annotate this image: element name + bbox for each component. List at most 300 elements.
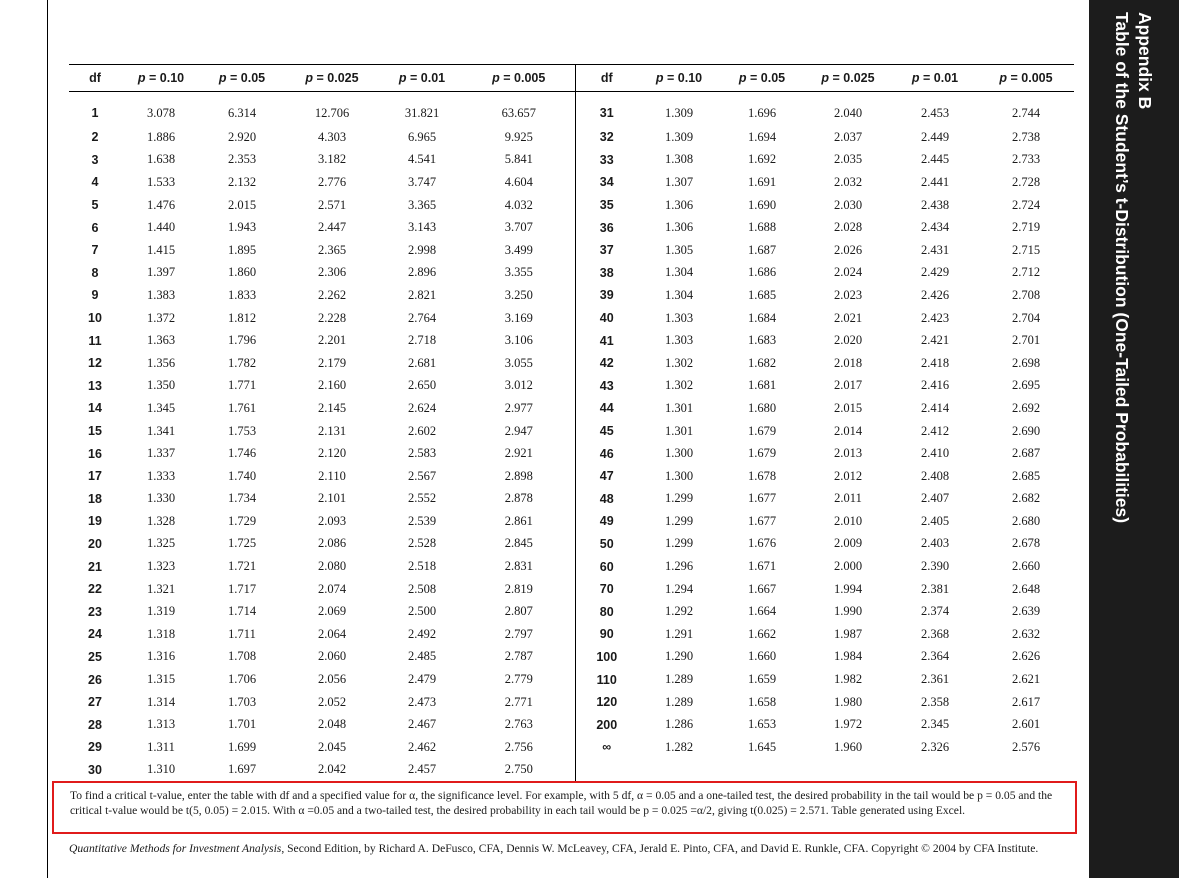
critical-value-cell: 4.604 [504,174,533,189]
critical-value-cell: 1.686 [747,265,777,280]
critical-value-cell: 2.056 [317,672,347,687]
critical-value-cell: 1.323 [146,559,176,574]
critical-value-cell: 2.479 [407,672,437,687]
critical-value-cell [638,759,720,782]
df-cell: 48 [575,488,638,511]
critical-value-cell: 2.485 [407,649,437,664]
critical-value-cell: 1.690 [747,197,777,212]
critical-value-cell: 1.304 [664,265,694,280]
critical-value-cell: 2.771 [504,694,533,709]
critical-value-cell: 2.407 [920,491,950,506]
critical-value-cell: 1.982 [833,672,863,687]
df-cell: 90 [575,623,638,646]
critical-value-cell: 2.626 [1011,649,1041,664]
critical-value-cell: 2.030 [833,197,863,212]
critical-value-cell: 2.045 [317,739,347,754]
left-margin-rule [47,0,48,878]
critical-value-cell: 1.703 [227,694,257,709]
critical-value-cell: 2.632 [1011,626,1041,641]
table-row [69,375,1074,398]
critical-value-cell: 1.658 [747,694,777,709]
df-cell: 11 [88,333,102,348]
df-cell: 18 [88,491,102,506]
critical-value-cell: 1.987 [833,626,863,641]
critical-value-cell: 2.567 [407,468,437,483]
critical-value-cell: 1.761 [227,400,257,415]
critical-value-cell: 2.681 [407,355,437,370]
critical-value-cell: 1.309 [664,105,694,120]
critical-value-cell: 1.708 [227,649,257,664]
critical-value-cell: 2.064 [317,626,347,641]
critical-value-cell: 1.721 [227,559,257,574]
header-df: df [69,65,121,92]
critical-value-cell: 9.925 [504,129,533,144]
df-cell: 5 [91,198,99,213]
df-cell: 41 [575,329,638,352]
critical-value-cell: 2.453 [920,105,950,120]
header-p-value: p = 0.05 [720,65,804,92]
critical-value-cell: 4.303 [317,129,347,144]
critical-value-cell: 2.403 [920,536,950,551]
critical-value-cell: 3.355 [504,265,533,280]
critical-value-cell: 3.182 [317,152,347,167]
df-cell: 50 [575,533,638,556]
critical-value-cell: 2.701 [1011,333,1041,348]
critical-value-cell: 1.325 [146,536,176,551]
critical-value-cell: 1.311 [147,739,175,754]
critical-value-cell: 2.750 [463,759,575,782]
critical-value-cell: 1.307 [664,174,694,189]
critical-value-cell: 1.301 [664,400,694,415]
df-cell: 29 [88,740,102,755]
critical-value-cell: 31.821 [404,105,440,120]
critical-value-cell: 2.074 [317,581,347,596]
critical-value-cell: 2.021 [833,310,863,325]
table-row [69,600,1074,623]
header-p-value: p = 0.005 [463,65,575,92]
critical-value-cell: 1.303 [664,333,694,348]
df-cell: 70 [575,578,638,601]
critical-value-cell: 2.048 [317,717,347,732]
critical-value-cell: 1.289 [664,672,694,687]
critical-value-cell: 2.431 [920,242,950,257]
critical-value-cell: 3.707 [504,220,533,235]
critical-value-cell: 2.093 [317,513,347,528]
critical-value-cell: 2.744 [1011,105,1041,120]
critical-value-cell: 1.309 [664,129,694,144]
df-cell: 16 [88,446,102,461]
critical-value-cell: 2.712 [1011,265,1041,280]
critical-value-cell: 1.753 [227,423,257,438]
df-cell: 39 [575,284,638,307]
critical-value-cell: 2.500 [407,604,437,619]
critical-value-cell: 2.040 [833,105,863,120]
critical-value-cell: 1.833 [227,287,257,302]
critical-value-cell: 1.694 [747,129,777,144]
critical-value-cell: 1.300 [664,446,694,461]
header-p-value: p = 0.005 [978,65,1074,92]
table-row [69,216,1074,239]
critical-value-cell: 2.878 [504,491,533,506]
table-row [69,92,1074,127]
critical-value-cell: 1.653 [747,717,777,732]
critical-value-cell: 2.201 [317,333,347,348]
critical-value-cell: 1.356 [146,355,176,370]
critical-value-cell: 4.541 [407,152,437,167]
table-row [69,691,1074,714]
critical-value-cell: 1.659 [747,672,777,687]
critical-value-cell: 2.060 [317,649,347,664]
critical-value-cell: 2.032 [833,174,863,189]
critical-value-cell: 2.262 [317,287,347,302]
critical-value-cell: 1.363 [146,333,176,348]
critical-value-cell: 1.345 [146,400,176,415]
df-cell: 3 [91,152,99,167]
critical-value-cell: 2.724 [1011,197,1041,212]
critical-value-cell: 3.365 [407,197,437,212]
critical-value-cell: 2.787 [504,649,533,664]
df-cell: 17 [88,469,102,484]
critical-value-cell: 2.695 [1011,378,1041,393]
critical-value-cell: 2.715 [1011,242,1041,257]
critical-value-cell: 2.080 [317,559,347,574]
critical-value-cell: 1.680 [747,400,777,415]
critical-value-cell: 1.440 [146,220,176,235]
critical-value-cell: 2.467 [407,717,437,732]
critical-value-cell: 1.397 [146,265,176,280]
critical-value-cell: 1.679 [747,446,777,461]
critical-value-cell: 2.374 [920,604,950,619]
critical-value-cell: 2.426 [920,287,950,302]
critical-value-cell: 2.018 [833,355,863,370]
critical-value-cell: 1.296 [664,559,694,574]
table-row [69,420,1074,443]
df-cell: 33 [575,149,638,172]
critical-value-cell: 1.660 [747,649,777,664]
critical-value-cell: 3.106 [504,333,533,348]
header-p-value: p = 0.05 [201,65,283,92]
critical-value-cell: 1.299 [664,536,694,551]
critical-value-cell: 2.602 [407,423,437,438]
critical-value-cell: 2.368 [920,626,950,641]
critical-value-cell: 2.896 [407,265,437,280]
df-cell: 31 [575,92,638,127]
critical-value-cell: 1.725 [227,536,257,551]
table-row [69,262,1074,285]
critical-value-cell: 6.314 [227,105,257,120]
critical-value-cell: 5.841 [504,152,533,167]
table-row [69,171,1074,194]
df-cell: 40 [575,307,638,330]
critical-value-cell: 1.782 [227,355,257,370]
critical-value-cell: 1.303 [664,310,694,325]
critical-value-cell: 1.972 [833,717,863,732]
citation-book-title: Quantitative Methods for Investment Analysis [69,842,282,855]
critical-value-cell: 1.286 [664,717,694,732]
critical-value-cell: 1.994 [833,581,863,596]
critical-value-cell: 2.539 [407,513,437,528]
critical-value-cell: 2.020 [833,333,863,348]
table-row [69,623,1074,646]
critical-value-cell: 2.306 [317,265,347,280]
critical-value-cell: 1.796 [227,333,257,348]
df-cell: 26 [88,672,102,687]
critical-value-cell: 2.069 [317,604,347,619]
critical-value-cell: 2.423 [920,310,950,325]
critical-value-cell: 2.821 [407,287,437,302]
critical-value-cell: 1.691 [747,174,777,189]
df-cell: 8 [91,265,99,280]
df-cell: 22 [88,582,102,597]
critical-value-cell: 2.920 [227,129,257,144]
citation-details: , Second Edition, by Richard A. DeFusco, CFA, Dennis W. McLeavey, CFA, Jerald E. Pinto, CFA, and David E. Runkle, CFA. Copyright © 2004 by CFA Institute. [281,842,1039,855]
critical-value-cell: 6.965 [407,129,437,144]
critical-value-cell: 3.747 [407,174,437,189]
critical-value-cell: 2.776 [317,174,347,189]
df-cell: 13 [88,378,102,393]
critical-value-cell: 2.508 [407,581,437,596]
df-cell: 44 [575,397,638,420]
critical-value-cell: 2.898 [504,468,533,483]
df-cell: 30 [69,759,121,782]
critical-value-cell: 1.301 [664,423,694,438]
critical-value-cell: 1.302 [664,378,694,393]
df-cell: 9 [91,288,99,303]
critical-value-cell: 2.101 [317,491,347,506]
df-cell: 43 [575,375,638,398]
critical-value-cell: 2.621 [1011,672,1041,687]
critical-value-cell: 1.717 [227,581,257,596]
df-cell: 60 [575,555,638,578]
header-p-value: p = 0.10 [121,65,201,92]
table-note-box [52,781,1077,834]
critical-value-cell: 2.449 [920,129,950,144]
critical-value-cell: 2.416 [920,378,950,393]
critical-value-cell: 2.381 [920,581,950,596]
critical-value-cell: 1.771 [227,378,257,393]
df-cell: 23 [88,604,102,619]
critical-value-cell: 2.421 [920,333,950,348]
header-df: df [575,65,638,92]
df-cell: 24 [88,627,102,642]
critical-value-cell: 2.028 [833,220,863,235]
critical-value-cell: 2.690 [1011,423,1041,438]
critical-value-cell: 2.429 [920,265,950,280]
critical-value-cell: 1.299 [664,513,694,528]
critical-value-cell: 2.698 [1011,355,1041,370]
critical-value-cell: 1.687 [747,242,777,257]
critical-value-cell: 1.316 [146,649,176,664]
critical-value-cell: 1.310 [121,759,201,782]
critical-value-cell: 2.365 [317,242,347,257]
table-row [69,239,1074,262]
critical-value-cell: 2.583 [407,446,437,461]
critical-value-cell: 2.014 [833,423,863,438]
critical-value-cell: 1.701 [227,717,257,732]
df-cell [575,759,638,782]
df-cell: 110 [575,668,638,691]
critical-value-cell: 2.010 [833,513,863,528]
critical-value-cell: 2.015 [833,400,863,415]
table-row [69,397,1074,420]
table-row [69,555,1074,578]
critical-value-cell: 2.601 [1011,717,1041,732]
critical-value-cell: 1.679 [747,423,777,438]
df-cell: 6 [91,220,99,235]
critical-value-cell: 2.719 [1011,220,1041,235]
critical-value-cell: 2.353 [227,152,257,167]
critical-value-cell: 1.290 [664,649,694,664]
critical-value-cell: 3.499 [504,242,533,257]
critical-value-cell: 1.895 [227,242,257,257]
critical-value-cell: 2.518 [407,559,437,574]
critical-value-cell: 1.682 [747,355,777,370]
critical-value-cell: 1.645 [747,739,777,754]
df-cell: 10 [88,311,102,326]
df-cell: 21 [88,559,102,574]
critical-value-cell: 2.445 [920,152,950,167]
critical-value-cell [892,759,978,782]
critical-value-cell: 2.110 [318,468,346,483]
df-cell: 80 [575,600,638,623]
critical-value-cell: 12.706 [314,105,350,120]
critical-value-cell: 2.704 [1011,310,1041,325]
critical-value-cell: 2.026 [833,242,863,257]
critical-value-cell: 2.728 [1011,174,1041,189]
critical-value-cell: 2.145 [317,400,347,415]
critical-value-cell: 3.143 [407,220,437,235]
critical-value-cell: 2.000 [833,559,863,574]
df-cell: 38 [575,262,638,285]
df-cell: 1 [91,106,99,120]
critical-value-cell: 2.447 [317,220,347,235]
critical-value-cell [978,759,1074,782]
critical-value-cell: 1.960 [833,739,863,754]
critical-value-cell: 2.692 [1011,400,1041,415]
critical-value-cell: 1.664 [747,604,777,619]
critical-value-cell: 1.734 [227,491,257,506]
critical-value-cell: 1.696 [747,105,777,120]
critical-value-cell: 2.015 [227,197,257,212]
critical-value-cell: 1.306 [664,220,694,235]
critical-value-cell: 2.797 [504,626,533,641]
critical-value-cell: 1.706 [227,672,257,687]
critical-value-cell: 2.921 [504,446,533,461]
critical-value-cell: 2.414 [920,400,950,415]
critical-value-cell: 2.473 [407,694,437,709]
critical-value-cell: 1.291 [664,626,694,641]
critical-value-cell: 2.779 [504,672,533,687]
table-row [69,126,1074,149]
critical-value-cell: 1.304 [664,287,694,302]
table-row [69,736,1074,759]
df-cell: 2 [91,130,99,145]
critical-value-cell: 1.308 [664,152,694,167]
df-cell: 37 [575,239,638,262]
table-row [69,533,1074,556]
table-note-text: To find a critical t-value, enter the table with df and a specified value for α, the significance level. For example, with 5 df, α = 0.05 and a one-tailed test, the desired probability in the tail would be p = 0.05 and the critical t-value would be t(5, 0.05) = 2.015. With α =0.05 and a two-tailed test, the desired probability in each tail would be p = 0.025 =α/2, giving t(0.025) = 2.571. Table generated using Excel. [70,789,1053,818]
header-p-value: p = 0.025 [283,65,381,92]
critical-value-cell: 2.410 [920,446,950,461]
critical-value-cell: 2.650 [407,378,437,393]
critical-value-cell: 3.169 [504,310,533,325]
critical-value-cell: 2.682 [1011,491,1041,506]
critical-value-cell: 1.415 [146,242,176,257]
critical-value-cell: 2.228 [317,310,347,325]
table-row [69,307,1074,330]
df-cell: 47 [575,465,638,488]
critical-value-cell: 3.012 [504,378,533,393]
critical-value-cell: 2.845 [504,536,533,551]
critical-value-cell: 1.688 [747,220,777,235]
critical-value-cell: 2.764 [407,310,437,325]
df-cell: 100 [575,646,638,669]
critical-value-cell: 2.131 [317,423,347,438]
critical-value-cell: 2.462 [407,739,437,754]
critical-value-cell: 2.738 [1011,129,1041,144]
df-cell: 36 [575,216,638,239]
critical-value-cell: 2.086 [317,536,347,551]
critical-value-cell: 3.250 [504,287,533,302]
critical-value-cell: 2.678 [1011,536,1041,551]
critical-value-cell: 1.341 [146,423,176,438]
critical-value-cell: 1.321 [146,581,176,596]
critical-value-cell: 2.035 [833,152,863,167]
df-cell: 35 [575,194,638,217]
critical-value-cell: 1.328 [146,513,176,528]
critical-value-cell: 3.078 [146,105,176,120]
critical-value-cell: 1.984 [833,649,863,664]
critical-value-cell: 1.681 [747,378,777,393]
critical-value-cell: 2.977 [504,400,533,415]
critical-value-cell: 2.687 [1011,446,1041,461]
table-row [69,442,1074,465]
df-cell: 14 [88,401,102,416]
df-cell: 120 [575,691,638,714]
critical-value-cell: 2.457 [381,759,463,782]
critical-value-cell: 1.314 [146,694,176,709]
df-cell: 45 [575,420,638,443]
table-row [69,352,1074,375]
critical-value-cell: 2.756 [504,739,533,754]
table-row [69,149,1074,172]
table-row [69,194,1074,217]
critical-value-cell: 2.718 [407,333,437,348]
table-row [69,713,1074,736]
appendix-table-title: Table of the Student’s t-Distribution (One-Tailed Probabilities) [1112,12,1132,524]
critical-value-cell: 2.660 [1011,559,1041,574]
critical-value-cell: 2.685 [1011,468,1041,483]
critical-value-cell: 1.533 [146,174,176,189]
critical-value-cell: 1.671 [747,559,777,574]
critical-value-cell: 1.697 [201,759,283,782]
critical-value-cell: 1.678 [747,468,777,483]
critical-value-cell: 1.746 [227,446,257,461]
df-cell: 49 [575,510,638,533]
critical-value-cell: 2.052 [317,694,347,709]
critical-value-cell: 2.528 [407,536,437,551]
critical-value-cell: 2.011 [834,491,862,506]
table-row [69,510,1074,533]
critical-value-cell: 2.552 [407,491,437,506]
critical-value-cell: 2.017 [833,378,863,393]
critical-value-cell: 1.812 [227,310,257,325]
critical-value-cell: 1.315 [146,672,176,687]
critical-value-cell: 1.305 [664,242,694,257]
critical-value-cell: 2.438 [920,197,950,212]
critical-value-cell: 2.037 [833,129,863,144]
critical-value-cell: 2.571 [317,197,347,212]
